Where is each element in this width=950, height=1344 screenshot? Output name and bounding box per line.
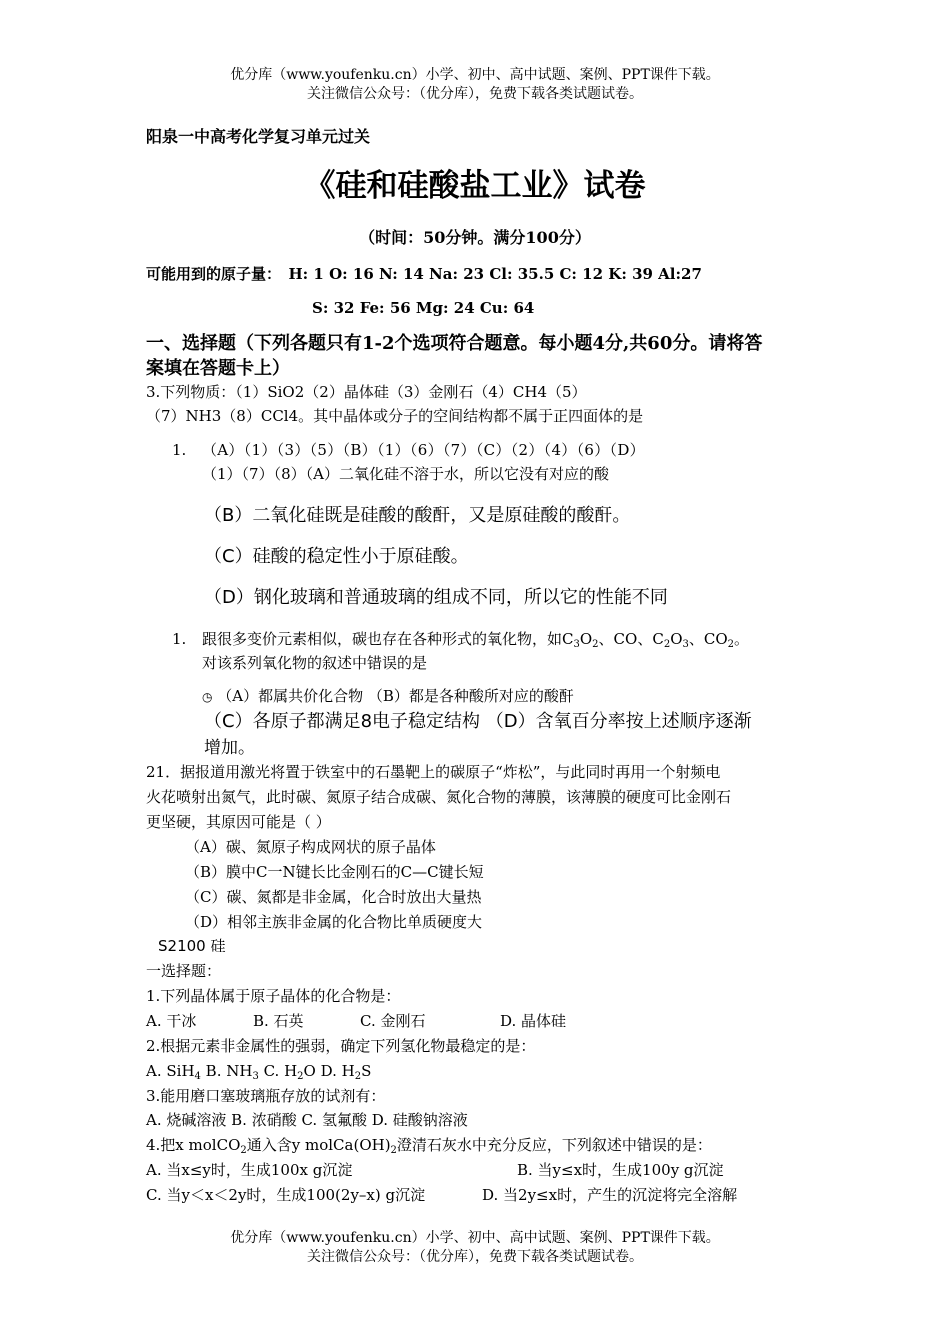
footer-line-2: 关注微信公众号：（优分库），免费下载各类试题试卷。 [307, 1249, 643, 1265]
school-heading: 阳泉一中高考化学复习单元过关 [146, 127, 371, 146]
time-limit: （时间：50分钟。满分100分） [359, 228, 591, 247]
s2100-heading: 一选择题： [146, 962, 222, 980]
header-line-2: 关注微信公众号：（优分库），免费下载各类试题试卷。 [307, 86, 643, 102]
s2100-q4-option-a: A. 当x≤y时，生成100x g沉淀 [146, 1161, 353, 1179]
q3-number: 1. [172, 441, 187, 459]
s2100-q4-option-d: D. 当2y≤x时，产生的沉淀将完全溶解 [482, 1186, 738, 1204]
page-title: 《硅和硅酸盐工业》试卷 [304, 168, 646, 204]
s2100-q1-option-d: D. 晶体硅 [500, 1012, 567, 1030]
q3-option-c: （C）硅酸的稳定性小于原硅酸。 [204, 546, 469, 567]
qcarbon-stem-line-1: 跟很多变价元素相似，碳也存在各种形式的氧化物，如$C_3O_2$、CO、$C_2O_3$、$CO_2$。 [202, 630, 750, 650]
q21-option-a: （A）碳、氮原子构成网状的原子晶体 [185, 838, 436, 856]
clock-icon: ◷ [202, 690, 213, 704]
qcarbon-stem-line-2: 对该系列氧化物的叙述中错误的是 [202, 654, 428, 672]
q21-stem-line-1: 21．据报道用激光将置于铁室中的石墨靶上的碳原子“炸松”，与此同时再用一个射频电 [146, 763, 721, 781]
atomic-masses-line-2: S: 32 Fe: 56 Mg: 24 Cu: 64 [312, 299, 535, 317]
q3-stem-line-1: 3.下列物质：（1）SiO2（2）晶体硅（3）金刚石（4）CH4（5） [146, 383, 587, 401]
s2100-q4-option-b: B. 当y≤x时，生成100y g沉淀 [517, 1161, 724, 1179]
q3-option-b: （B）二氧化硅既是硅酸的酸酐，又是原硅酸的酸酐。 [204, 505, 631, 526]
header-line-1: 优分库（www.youfenku.cn）小学、初中、高中试题、案例、PPT课件下载。 [230, 67, 720, 83]
s2100-q1-option-b: B. 石英 [253, 1012, 304, 1030]
q3-stem-line-2: （7）NH3（8）CCl4。其中晶体或分子的空间结构都不属于正四面体的是 [146, 407, 644, 425]
section-1-heading: 一、选择题（下列各题只有1-2个选项符合题意。每小题4分,共60分。请将答 [146, 333, 763, 354]
q21-option-b: （B）膜中C一N键长比金刚石的C—C键长短 [185, 863, 484, 881]
s2100-q1: 1.下列晶体属于原子晶体的化合物是： [146, 987, 401, 1005]
s2100-q3: 3.能用磨口塞玻璃瓶存放的试剂有： [146, 1087, 386, 1105]
q3-options-line-2: （1）（7）（8）（A）二氧化硅不溶于水，所以它没有对应的酸 [202, 465, 609, 483]
page-footer [0, 1229, 950, 1267]
s2100-q1-option-a: A. 干冰 [146, 1012, 197, 1030]
q21-stem-line-2: 火花喷射出氮气，此时碳、氮原子结合成碳、氮化合物的薄膜，该薄膜的硬度可比金刚石 [146, 788, 732, 806]
s2100-q2-options: A. SiH$_4$ B. $NH_3$ C. $H_2O$ D. $H_2S$ [146, 1062, 372, 1082]
qcarbon-options-cd-cont: 增加。 [204, 738, 255, 758]
section-1-heading-cont: 案填在答题卡上） [146, 358, 290, 379]
s2100-q4: 4.把x molCO$_2$通入含y $molCa(OH)_2$澄清石灰水中充分反应，下列叙述中错误的是： [146, 1136, 712, 1156]
s2100-q2: 2.根据元素非金属性的强弱，确定下列氢化物最稳定的是： [146, 1037, 536, 1055]
atomic-masses-line-1: 可能用到的原子量： H: 1 O: 16 N: 14 Na: 23 Cl: 35.5 C: 12 K: 39 Al:27 [146, 265, 702, 283]
section-code: S2100 硅 [158, 937, 226, 955]
s2100-q1-option-c: C. 金刚石 [360, 1012, 426, 1030]
s2100-q4-option-c: C. 当y＜x＜2y时，生成100(2y–x) g沉淀 [146, 1186, 426, 1204]
page-header [0, 66, 950, 104]
q3-options-line-1: （A）（1）（3）（5）（B）（1）（6）（7）（C）（2）（4）（6）（D） [202, 441, 645, 459]
qcarbon-number: 1. [172, 630, 187, 648]
footer-line-1: 优分库（www.youfenku.cn）小学、初中、高中试题、案例、PPT课件下载。 [230, 1230, 720, 1246]
q3-option-d: （D）钢化玻璃和普通玻璃的组成不同，所以它的性能不同 [204, 587, 668, 608]
q21-option-c: （C）碳、氮都是非金属，化合时放出大量热 [185, 888, 482, 906]
q21-stem-line-3: 更坚硬，其原因可能是（ ） [146, 813, 331, 831]
qcarbon-options-cd: （C）各原子都满足8电子稳定结构 （D）含氧百分率按上述顺序逐渐 [204, 711, 752, 732]
q21-option-d: （D）相邻主族非金属的化合物比单质硬度大 [185, 913, 483, 931]
qcarbon-options-ab: ◷ （A）都属共价化合物 （B）都是各种酸所对应的酸酐 [202, 687, 574, 705]
s2100-q3-options: A. 烧碱溶液 B. 浓硝酸 C. 氢氟酸 D. 硅酸钠溶液 [146, 1111, 468, 1129]
